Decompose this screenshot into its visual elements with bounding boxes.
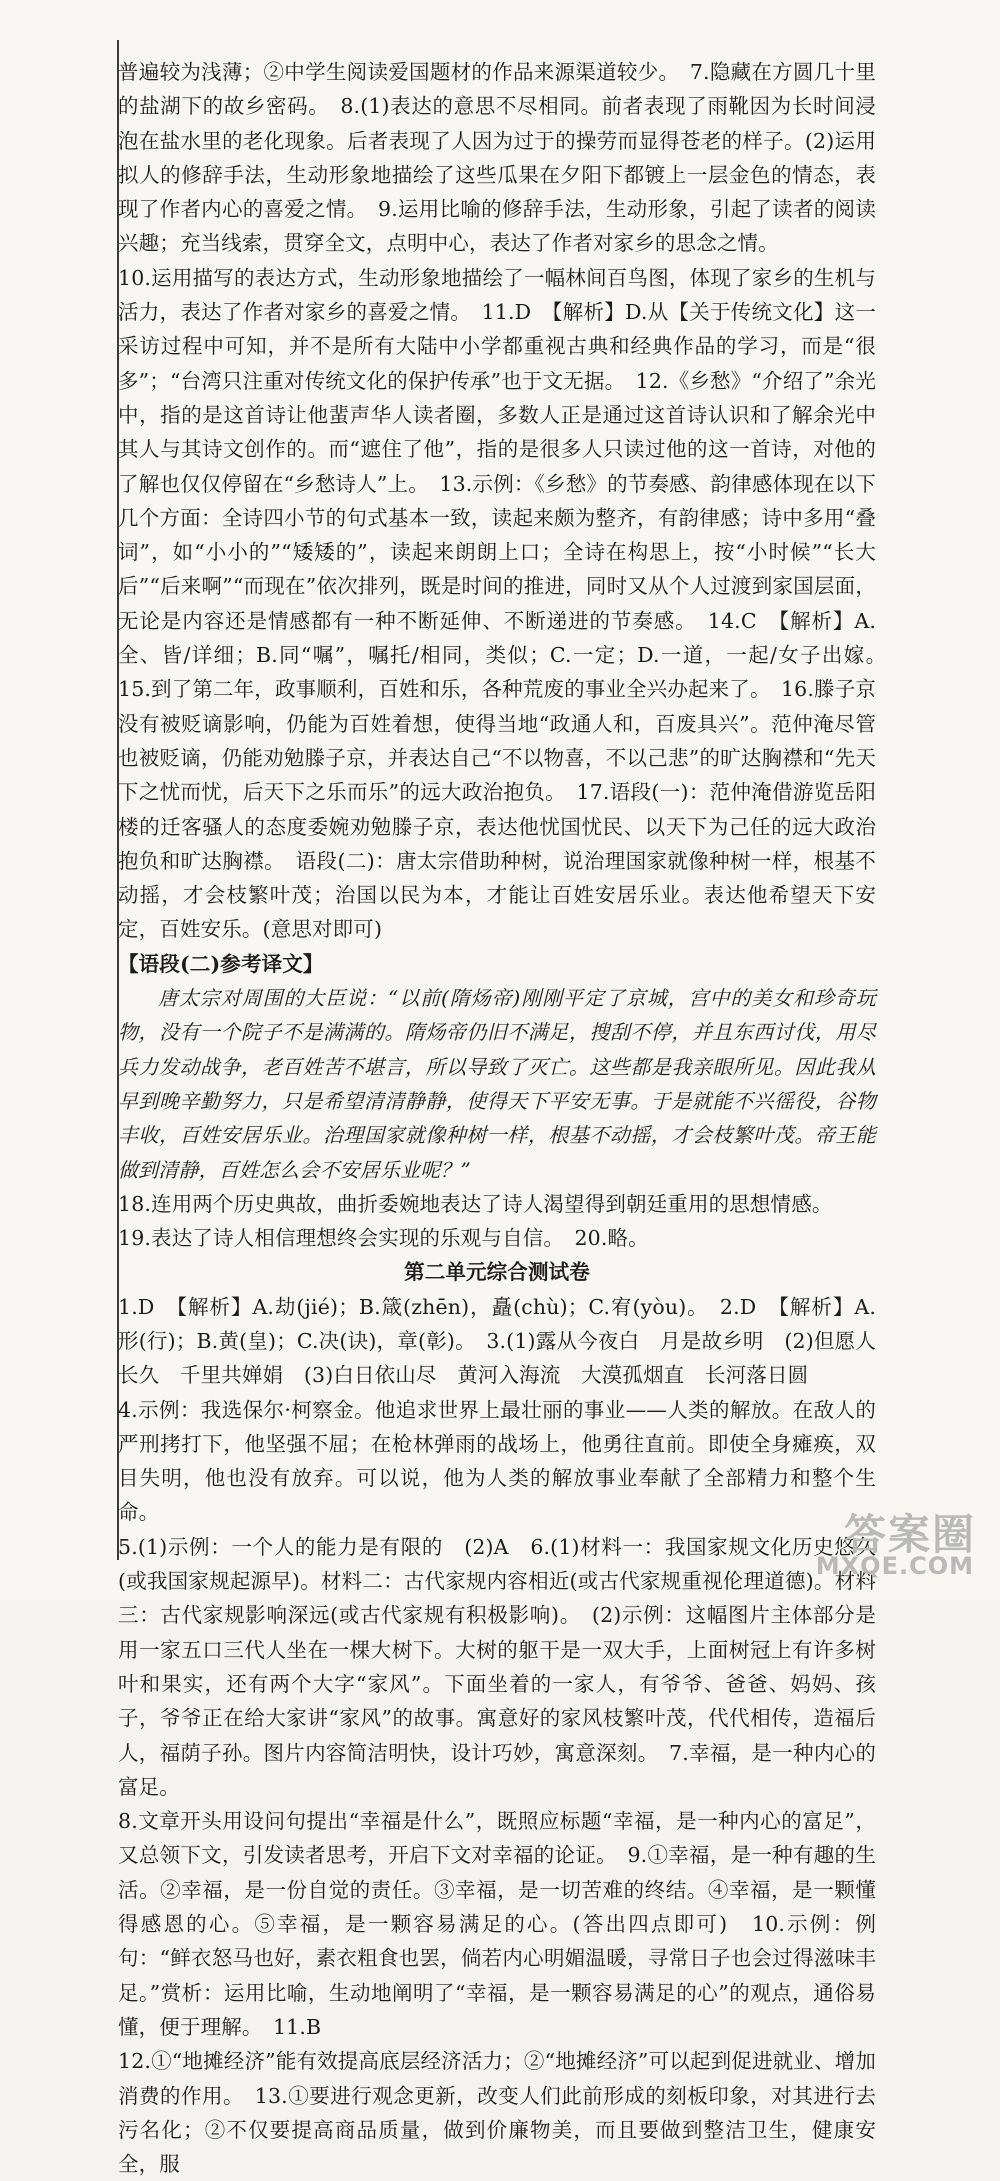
site-watermark	[770, 1502, 980, 1582]
answer-paragraph: 1.D 【解析】A.劫(jié)；B.箴(zhēn)，矗(chù)；C.宥(yòu)。 2.D 【解析】A.形(行)；B.黄(皇)；C.决(诀)，章(彰)。 3.(1)露从今夜白 月是故乡明 (2)但愿人长久 千里共婵娟 (3)白日依山尽 黄河入海流 大漠孤烟直 长河落日圆	[118, 1294, 876, 1388]
answer-paragraph: 5.(1)示例：一个人的能力是有限的 (2)A 6.(1)材料一：我国家规文化历史悠久(或我国家规起源早)。材料二：古代家规内容相近(或古代家规重视伦理道德)。材料三：古代家规影响深远(或古代家规有积极影响)。 (2)示例：这幅图片主体部分是用一家五口三代人坐在一棵大树下。大树的躯干是一双大手，上面树冠上有许多树叶和果实，还有两个大字“家风”。下面坐着的一家人，有爷爷、爸爸、妈妈、孩子，爷爷正在给大家讲“家风”的故事。寓意好的家风枝繁叶茂，代代相传，造福后人，福荫子孙。图片内容简洁明快，设计巧妙，寓意深刻。 7.幸福，是一种内心的富足。	[118, 1534, 876, 1799]
answer-paragraph: 12.①“地摊经济”能有效提高底层经济活力；②“地摊经济”可以起到促进就业、增加消费的作用。 13.①要进行观念更新，改变人们此前形成的刻板印象，对其进行去污名化；②不仅要提高商品质量，做到价廉物美，而且要做到整洁卫生，健康安全，服	[118, 2049, 876, 2177]
watermark-logo: 答案圈	[843, 1510, 976, 1559]
answer-paragraph: 普遍较为浅薄；②中学生阅读爱国题材的作品来源渠道较少。 7.隐藏在方圆几十里的盐湖下的故乡密码。 8.(1)表达的意思不尽相同。前者表现了雨靴因为长时间浸泡在盐水里的老化现象。后者表现了人因为过于的操劳而显得苍老的样子。(2)运用拟人的修辞手法，生动形象地描绘了这些瓜果在夕阳下都镀上一层金色的情态，表现了作者内心的喜爱之情。 9.运用比喻的修辞手法，生动形象，引起了读者的阅读兴趣；充当线索，贯穿全文，点明中心，表达了作者对家乡的思念之情。	[118, 60, 876, 256]
answer-paragraph: 10.运用描写的表达方式，生动形象地描绘了一幅林间百鸟图，体现了家乡的生机与活力，表达了作者对家乡的喜爱之情。 11.D 【解析】D.从【关于传统文化】这一采访过程中可知，并不是所有大陆中小学都重视古典和经典作品的学习，而是“很多”；“台湾只注重对传统文化的保护传承”也于文无据。 12.《乡愁》“介绍了”余光中，指的是这首诗让他蜚声华人读者圈，多数人正是通过这首诗认识和了解余光中其人与其诗文创作的。而“遮住了他”，指的是很多人只读过他的这一首诗，对他的了解也仅仅停留在“乡愁诗人”上。 13.示例：《乡愁》的节奏感、韵律感体现在以下几个方面：全诗四小节的句式基本一致，读起来颇为整齐，有韵律感；诗中多用“叠词”，如“小小的”“矮矮的”，读起来朗朗上口；全诗在构思上，按“小时候”“长大后”“后来啊”“而现在”依次排列，既是时间的推进，同时又从个人过渡到家国层面，无论是内容还是情感都有一种不断延伸、不断递进的节奏感。 14.C 【解析】A.全、皆/详细；B.同“嘱”，嘱托/相同，类似；C.一定；D.一道，一起/女子出嫁。 15.到了第二年，政事顺利，百姓和乐，各种荒废的事业全兴办起来了。 16.滕子京没有被贬谪影响，仍能为百姓着想，使得当地“政通人和，百废具兴”。范仲淹尽管也被贬谪，仍能劝勉滕子京，并表达自己“不以物喜，不以己悲”的旷达胸襟和“先天下之忧而忧，后天下之乐而乐”的远大政治抱负。 17.语段(一)：范仲淹借游览岳阳楼的迁客骚人的态度委婉劝勉滕子京，表达他忧国忧民、以天下为己任的远大政治抱负和旷达胸襟。 语段(二)：唐太宗借助种树，说治理国家就像种树一样，根基不动摇，才会枝繁叶茂；治国以民为本，才能让百姓安居乐业。表达他希望天下安定，百姓安乐。(意思对即可)	[118, 265, 897, 942]
translation-title: 【语段(二)参考译文】	[118, 951, 324, 976]
answer-paragraph: 8.文章开头用设问句提出“幸福是什么”，既照应标题“幸福，是一种内心的富足”，又总领下文，引发读者思考，开启下文对幸福的论证。 9.①幸福，是一种有趣的生活。②幸福，是一份自觉的责任。③幸福，是一切苦难的终结。④幸福，是一颗懂得感恩的心。⑤幸福，是一颗容易满足的心。(答出四点即可) 10.示例：例句：“鲜衣怒马也好，素衣粗食也罢，倘若内心明媚温暖，寻常日子也会过得滋味丰足。”赏析：运用比喻，生动地阐明了“幸福，是一颗容易满足的心”的观点，通俗易懂，便于理解。 11.B	[118, 1809, 876, 2039]
answer-paragraph: 18.连用两个历史典故，曲折委婉地表达了诗人渴望得到朝廷重用的思想情感。	[118, 1191, 833, 1216]
reference-translation: 唐太宗对周围的大臣说：“以前(隋炀帝)刚刚平定了京城，宫中的美女和珍奇玩物，没有一个院子不是满满的。隋炀帝仍旧不满足，搜刮不停，并且东西讨伐，用尽兵力发动战争，老百姓苦不堪言，所以导致了灭亡。这些都是我亲眼所见。因此我从早到晚辛勤努力，只是希望清清静静，使得天下平安无事。于是就能不兴徭役，谷物丰收，百姓安居乐业。治理国家就像种树一样，根基不动摇，才会枝繁叶茂。帝王能做到清静，百姓怎么会不安居乐业呢？”	[118, 986, 876, 1182]
watermark-domain: MXQE.COM	[815, 1552, 974, 1580]
answer-paragraph: 4.示例：我选保尔·柯察金。他追求世界上最壮丽的事业——人类的解放。在敌人的严刑拷打下，他坚强不屈；在枪林弹雨的战场上，他勇往直前。即使全身瘫痪，双目失明，他也没有放弃。可以说，他为人类的解放事业奉献了全部精力和整个生命。	[118, 1397, 876, 1525]
section-heading: 第二单元综合测试卷	[404, 1260, 590, 1285]
answer-paragraph: 19.表达了诗人相信理想终会实现的乐观与自信。 20.略。	[118, 1226, 649, 1251]
